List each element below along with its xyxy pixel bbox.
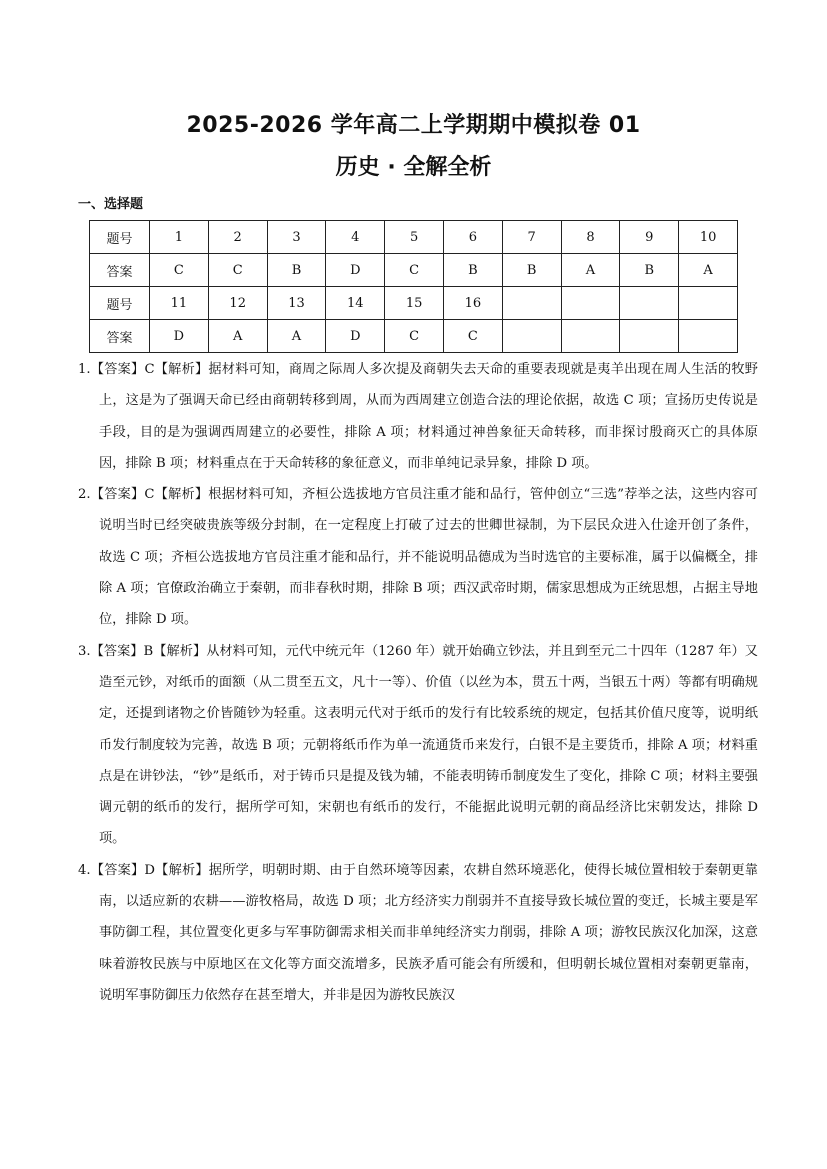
table-cell: 13: [267, 287, 326, 320]
table-cell: 15: [385, 287, 444, 320]
table-cell: 3: [267, 221, 326, 254]
table-cell: 1: [150, 221, 209, 254]
table-cell: A: [679, 254, 738, 287]
question-item: 3.【答案】B【解析】从材料可知，元代中统元年（1260 年）就开始确立钞法，并且到至元二十四年（1287 年）又造至元钞，对纸币的面额（从二贯至五文，凡十一等）、价值（以丝为本，贯五十两，当银五十两）等都有明确规定，还提到诸物之价皆随钞为轻重。这表明元代对于纸币的发行有比较系统的规定，包括其价值尺度等，说明纸币发行制度较为完善，故选 B 项；元朝将纸币作为单一流通货币来发行，白银不是主要货币，排除 A 项；材料重点是在讲钞法，“钞”是纸币，对于铸币只是提及钱为辅，不能表明铸币制度发生了变化，排除 C 项；材料主要强调元朝的纸币的发行，据所学可知，宋朝也有纸币的发行，不能据此说明元朝的商品经济比宋朝发达，排除 D 项。: [78, 643, 758, 847]
answer-table-row: [90, 221, 738, 254]
table-cell: 9: [620, 221, 679, 254]
table-cell: 10: [679, 221, 738, 254]
question-item: 1.【答案】C【解析】据材料可知，商周之际周人多次提及商朝失去天命的重要表现就是夷羊出现在周人生活的牧野上，这是为了强调天命已经由商朝转移到周，从而为西周建立创造合法的理论依据，故选 C 项；宣扬历史传说是手段，目的是为强调西周建立的必要性，排除 A 项；材料通过神兽象征天命转移，而非探讨殷商灭亡的具体原因，排除 B 项；材料重点在于天命转移的象征意义，而非单纯记录异象，排除 D 项。: [78, 362, 758, 471]
table-cell: D: [150, 320, 209, 353]
question-item: 2.【答案】C【解析】根据材料可知，齐桓公选拔地方官员注重才能和品行，管仲创立“三选”荐举之法，这些内容可说明当时已经突破贵族等级分封制，在一定程度上打破了过去的世卿世禄制，为下层民众进入仕途开创了条件，故选 C 项；齐桓公选拔地方官员注重才能和品行，并不能说明品德成为当时选官的主要标准，属于以偏概全，排除 A 项；官僚政治确立于秦朝，而非春秋时期，排除 B 项；西汉武帝时期，儒家思想成为正统思想，占据主导地位，排除 D 项。: [78, 487, 758, 628]
question-item: 4.【答案】D【解析】据所学，明朝时期、由于自然环境等因素，农耕自然环境恶化，使得长城位置相较于秦朝更靠南，以适应新的农耕——游牧格局，故选 D 项；北方经济实力削弱并不直接导致长城位置的变迁，长城主要是军事防御工程，其位置变化更多与军事防御需求相关而非单纯经济实力削弱，排除 A 项；游牧民族汉化加深，这意味着游牧民族与中原地区在文化等方面交流增多，民族矛盾可能会有所缓和，但明朝长城位置相对秦朝更靠南，说明军事防御压力依然存在甚至增大，并非是因为游牧民族汉: [78, 862, 758, 1003]
table-cell: [679, 320, 738, 353]
row-label: 题号: [90, 221, 150, 254]
page-title: 2025-2026 学年高二上学期期中模拟卷 01: [186, 113, 641, 138]
question-list: [78, 354, 758, 1011]
table-cell: [561, 287, 620, 320]
row-label: 答案: [90, 320, 150, 353]
table-cell: A: [267, 320, 326, 353]
table-cell: 11: [150, 287, 209, 320]
table-cell: 7: [502, 221, 561, 254]
table-cell: 4: [326, 221, 385, 254]
table-cell: 2: [208, 221, 267, 254]
table-cell: [502, 320, 561, 353]
table-cell: B: [502, 254, 561, 287]
row-label: 题号: [90, 287, 150, 320]
table-cell: D: [326, 320, 385, 353]
table-cell: D: [326, 254, 385, 287]
answer-table-row: [90, 320, 738, 353]
table-cell: B: [620, 254, 679, 287]
table-cell: 12: [208, 287, 267, 320]
table-cell: 5: [385, 221, 444, 254]
table-cell: 6: [443, 221, 502, 254]
page-subtitle: 历史 · 全解全析: [335, 155, 492, 180]
table-cell: [561, 320, 620, 353]
row-label: 答案: [90, 254, 150, 287]
answer-table-row: [90, 254, 738, 287]
table-cell: [679, 287, 738, 320]
table-cell: 16: [443, 287, 502, 320]
table-cell: 14: [326, 287, 385, 320]
table-cell: C: [385, 320, 444, 353]
section-heading: 一、选择题: [78, 197, 144, 212]
table-cell: A: [561, 254, 620, 287]
table-cell: [620, 287, 679, 320]
table-cell: C: [443, 320, 502, 353]
table-cell: A: [208, 320, 267, 353]
answer-table-row: [90, 287, 738, 320]
table-cell: C: [385, 254, 444, 287]
table-cell: [502, 287, 561, 320]
answer-table-body: [90, 221, 738, 353]
table-cell: [620, 320, 679, 353]
table-cell: 8: [561, 221, 620, 254]
table-cell: C: [208, 254, 267, 287]
table-cell: B: [443, 254, 502, 287]
table-cell: C: [150, 254, 209, 287]
table-cell: B: [267, 254, 326, 287]
answer-table: [89, 220, 738, 353]
